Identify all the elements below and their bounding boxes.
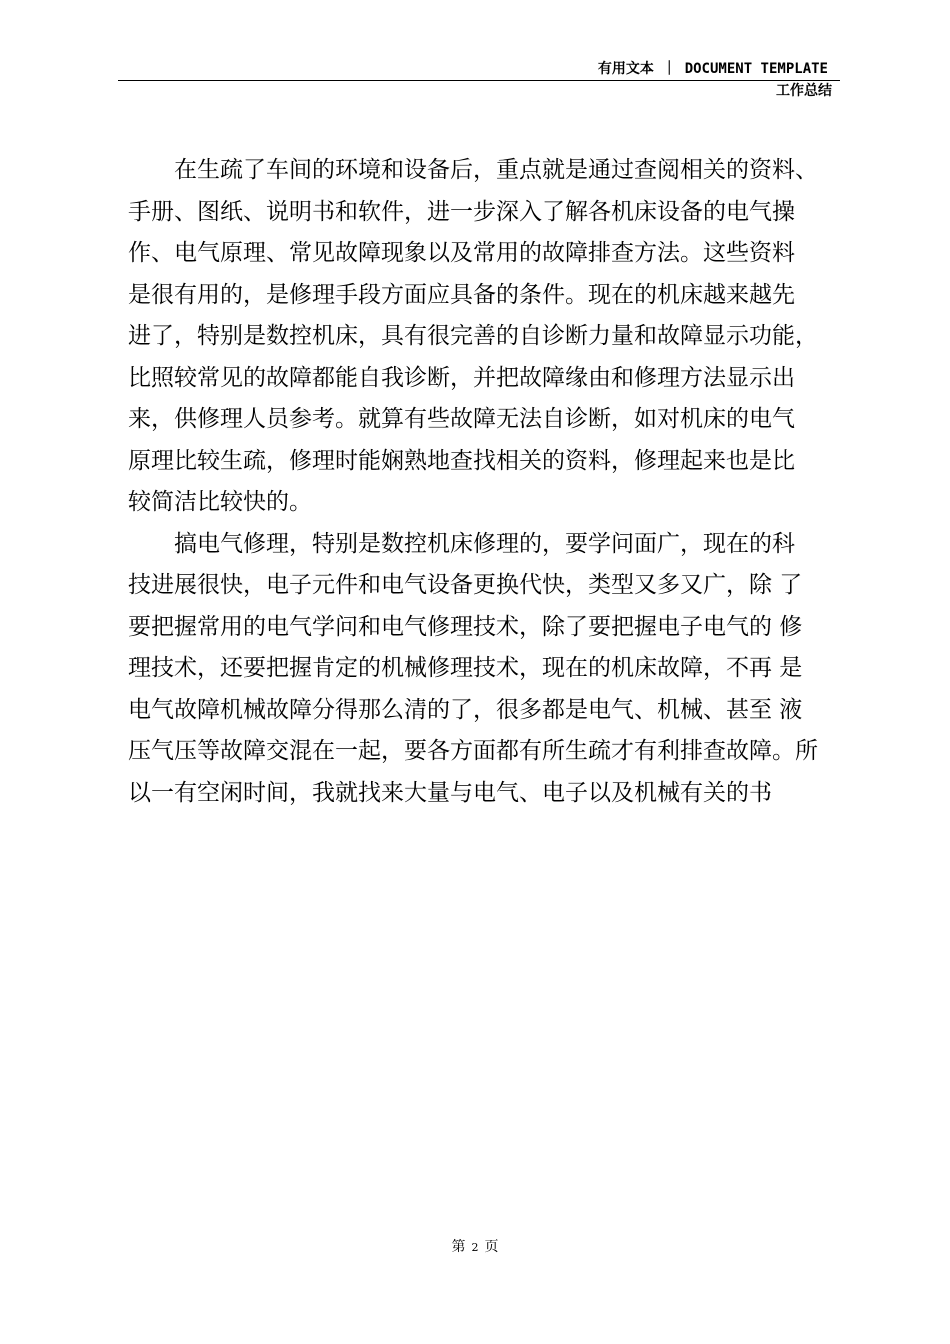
page-header bbox=[118, 56, 840, 81]
text-line: 手册、图纸、说明书和软件，进一步深入了解各机床设备的电气操 bbox=[128, 198, 795, 225]
text-line: 在生疏了车间的环境和设备后，重点就是通过查阅相关的资料、 bbox=[174, 157, 818, 183]
text-line: 进了，特别是数控机床，具有很完善的自诊断力量和故障显示功能， bbox=[128, 323, 818, 349]
footer-prefix: 第 bbox=[451, 1239, 466, 1255]
footer-suffix: 页 bbox=[484, 1239, 499, 1255]
text-line: 技进展很快，电子元件和电气设备更换代快，类型又多又广，除 了 bbox=[128, 572, 803, 598]
text-line: 是很有用的，是修理手段方面应具备的条件。现在的机床越来越先 bbox=[128, 281, 795, 308]
text-line: 电气故障机械故障分得那么清的了，很多都是电气、机械、甚至 液 bbox=[128, 696, 803, 723]
text-line: 原理比较生疏，修理时能娴熟地查找相关的资料，修理起来也是比 bbox=[128, 447, 795, 474]
paragraph-1 bbox=[128, 150, 848, 524]
text-line: 以一有空闲时间，我就找来大量与电气、电子以及机械有关的书 bbox=[128, 779, 772, 806]
header-subtitle: 工作总结 bbox=[776, 83, 832, 99]
text-line: 比照较常见的故障都能自我诊断，并把故障缘由和修理方法显示出 bbox=[128, 364, 795, 391]
text-line: 来，供修理人员参考。就算有些故障无法自诊断，如对机床的电气 bbox=[128, 406, 795, 432]
text-line: 要把握常用的电气学问和电气修理技术，除了要把握电子电气的 修 bbox=[128, 613, 803, 640]
document-body bbox=[128, 150, 848, 814]
paragraph-2 bbox=[128, 524, 848, 815]
text-line: 作、电气原理、常见故障现象以及常用的故障排查方法。这些资料 bbox=[128, 240, 795, 266]
page-number: 2 bbox=[471, 1241, 479, 1254]
page-footer bbox=[0, 1236, 950, 1256]
text-line: 理技术，还要把握肯定的机械修理技术，现在的机床故障，不再 是 bbox=[128, 655, 803, 681]
header-title: 有用文本 ｜ DOCUMENT TEMPLATE bbox=[597, 61, 828, 77]
text-line: 较简洁比较快的。 bbox=[128, 489, 312, 515]
text-line: 搞电气修理，特别是数控机床修理的，要学问面广，现在的科 bbox=[174, 530, 795, 557]
text-line: 压气压等故障交混在一起，要各方面都有所生疏才有利排查故障。所 bbox=[128, 738, 818, 764]
